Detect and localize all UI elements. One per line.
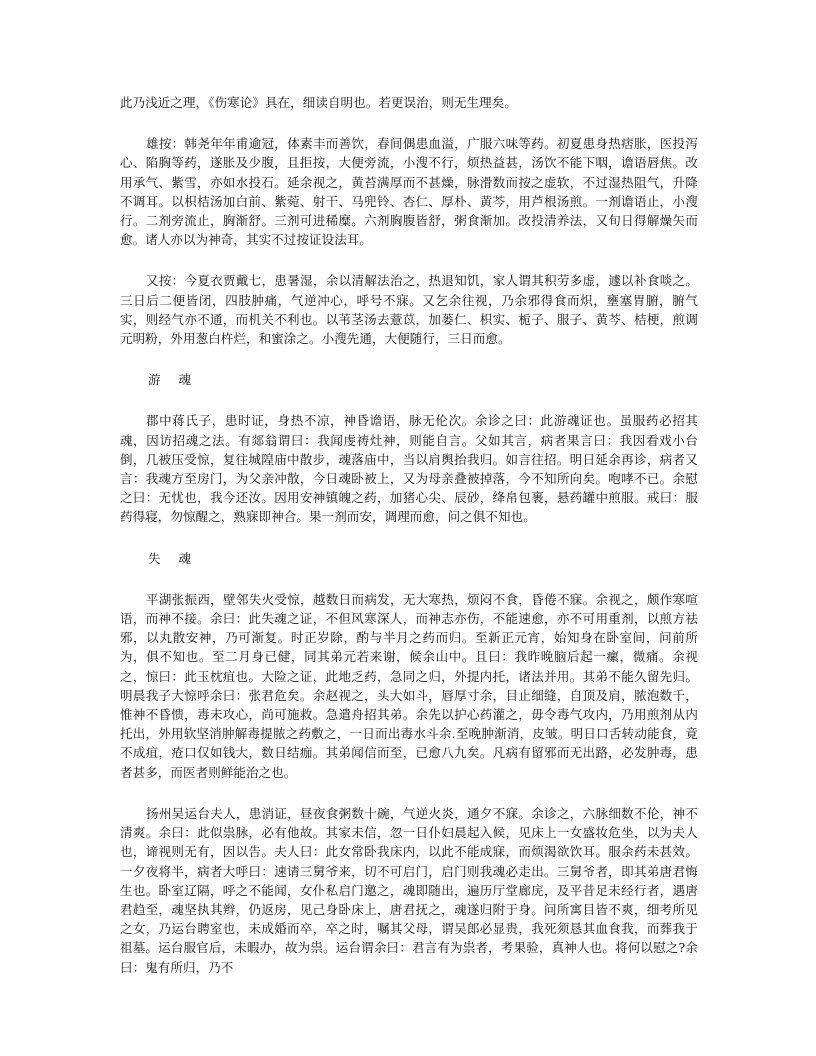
spacer (120, 389, 698, 411)
spacer (120, 782, 698, 804)
spacer (120, 568, 698, 590)
spacer (120, 348, 698, 370)
paragraph-shi-hun-zhang: 平湖张振西，壁邻失火受惊，越数日而病发，无大寒热，烦闷不食，昏倦不寐。余视之，颇作寒喧语，而神不接。余曰：此失魂之证，不但风寒深人，而神志亦伤，不能速愈，亦不可用重剂，以煎方祛邪，以丸散安神，乃可渐复。时正岁除，酌与半月之药而归。至新正元宵，始知身在卧室间，问前所为，俱不知也。至二月身已健，同其弟元若来谢，候余山中。且曰：我昨晚脑后起一瘰，微痛。余视之，惊曰：此玉枕疽也。大险之证，此地乏药，急同之归，外提内托，诸法并用。其弟不能久留先归。明晨我子大惊呼余曰：张君危矣。余赵视之，头大如斗，唇厚寸余，目止细缝，自顶及肩，脓泡数千，惟神不昏愦，毒未攻心，尚可施救。急遣舟招其弟。余先以护心药灌之，毋令毒气攻内，乃用煎剂从内托出，外用软坚消肿解毒提脓之药敷之，一日而出毒水斗余.至晚肿渐消，皮皱。明日口舌转动能食，竟不成疽，疮口仅如钱大，数日结痂。其弟闻信而至，已愈八九矣。凡病有留邪而无出路，必发肿毒，患者甚多，而医者则鲜能治之也。 (120, 591, 698, 780)
paragraph-shi-hun-wu: 扬州吴运台夫人，患消证，昼夜食粥数十碗，气逆火炎，通夕不寐。余诊之，六脉细数不伦，神不清爽。余曰：此似祟脉，必有他故。其家未信，忽一日仆妇晨起入候，见床上一女盛妆危坐，以为夫人也，谛视则无有，因以告。夫人曰：此女常卧我床内，以此不能成寐，而烦渴欲饮耳。服余药未甚效。一夕夜将半，病者大呼曰：速请三舅爷来，切不可启门，启门则我魂必走出。三舅爷者，即其弟唐君悔生也。卧室辽隔，呼之不能闻，女仆私启门邀之，魂即随出，遍历厅堂廊庑，及平昔足未经行者，遇唐君趋至，魂坚执其辫，仍返房，见己身卧床上，唐君抚之，魂遂归附于身。问所寓目皆不爽，细考所见之女，乃运台聘室也，未成婚而卒，卒之时，嘱其父母，谓吴郎必显贵，我死须恳其血食我，而葬我于祖墓。运台服官后，未暇办，故为祟。运台谓余曰：君言有为祟者，考果验，真神人也。将何以慰之?余曰：鬼有所归，乃不 (120, 805, 698, 975)
paragraph-shanghan: 此乃浅近之理，《伤寒论》具在，细读自明也。若更误治，则无生理矣。 (120, 95, 517, 110)
paragraph-xiong-an-2: 又按：今夏衣贾戴七，患暑湿，余以清解法治之，热退知饥，家人谓其积劳多虚，遽以补食啖之。三日后二便皆闭，四肢肿痛，气逆冲心，呼号不寐。又乞余往视，乃余邪得食而炽，壅塞胃腑，腑气实，则经气亦不通，而机关不利也。以苇茎汤去薏苡，加蒌仁、枳实、栀子、服子、黄芩、桔梗，煎调元明粉，外用葱白杵烂，和蜜涂之。小溲先通，大便随行，三日而愈。 (120, 273, 698, 347)
spacer (120, 527, 698, 549)
section-heading-shi-hun: 失 魂 (148, 550, 198, 566)
spacer (120, 249, 698, 271)
section-heading-you-hun: 游 魂 (148, 372, 198, 388)
paragraph-you-hun: 郡中蒋氏子，患时证，身热不凉，神昏谵语，脉无伦次。余诊之曰：此游魂证也。虽服药必招其魂，因访招魂之法。有郯翁谓曰：我闻虔祷灶神，则能自言。父如其言，病者果言曰：我因看戏小台倒，几被压受惊，复往城隍庙中散步，魂落庙中，当以肩舆抬我归。如言往招。明日延余再诊，病者又言：我魂方至房门，为父亲冲散，今日魂卧被上，又为母亲叠被掉落，今不知所向矣。咆哮不已。余慰之曰：无忧也，我今还汝。因用安神镇魄之药，加猪心尖、辰砂，绛帛包裹，悬药罐中煎服。戒曰：服药得寝，勿惊醒之，熟寐即神合。果一剂而安，调理而愈，问之俱不知也。 (120, 413, 698, 525)
paragraph-xiong-an-1: 雄按：韩尧年年甫逾冠，体素丰而善饮，春间偶患血溢，广服六味等药。初夏患身热痞胀，医投泻心、陷胸等药，遂胀及少腹，且拒按，大便旁流，小溲不行，烦热益甚，汤饮不能下咽，谵语唇焦。改用承气、紫雪，亦如水投石。延余视之，黄苔满厚而不甚燥，脉滑数而按之虚软，不过湿热阻气，升降不调耳。以枳桔汤加白前、紫菀、射干、马兜铃、杏仁、厚朴、黄芩，用芦根汤煎。一剂谵语止，小溲行。二剂旁流止，胸渐舒。三剂可进稀糜。六剂胸腹皆舒，粥食渐加。改投清养法，又旬日得解燥矢而愈。诸人亦以为神奇，其实不过按证设法耳。 (120, 136, 698, 248)
spacer (120, 112, 698, 134)
